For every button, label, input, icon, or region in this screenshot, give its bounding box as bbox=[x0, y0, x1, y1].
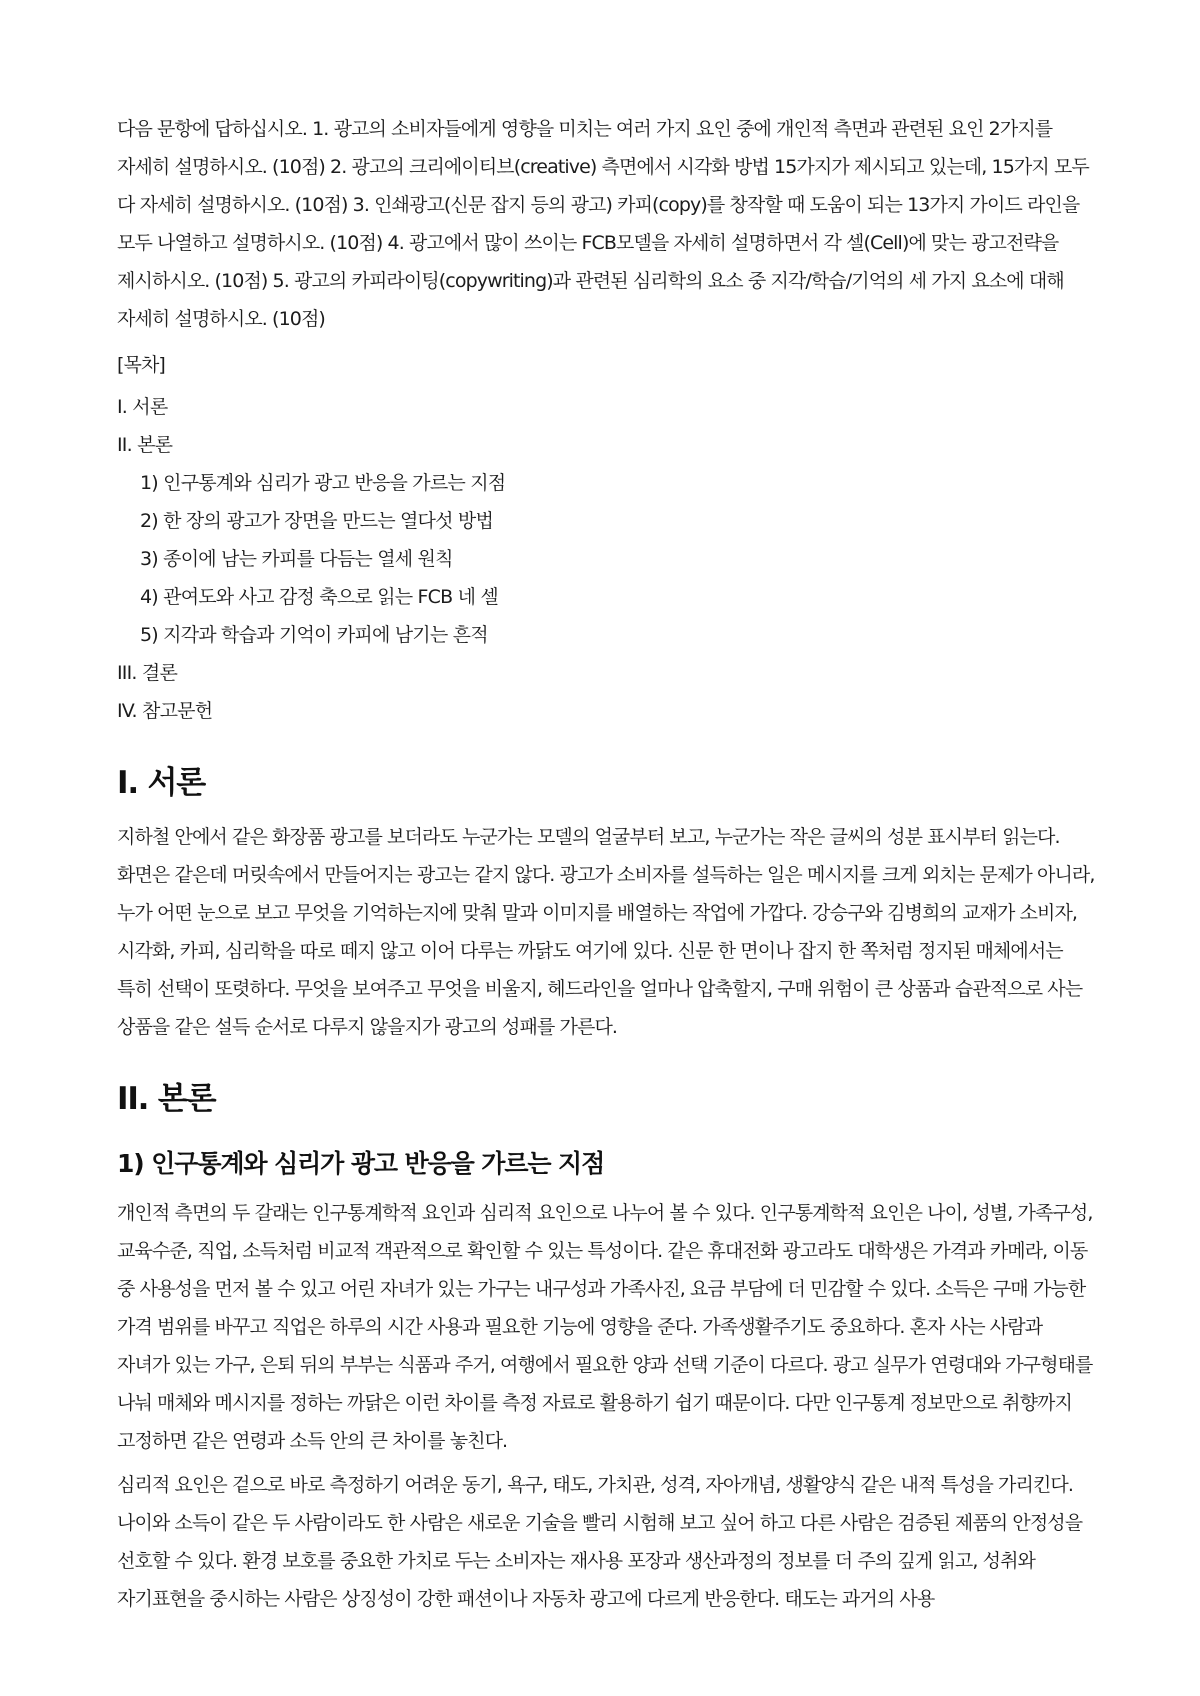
table-of-contents bbox=[117, 388, 1097, 730]
toc-item-references: IV. 참고문헌 bbox=[117, 700, 213, 722]
toc-item-section-4: 4) 관여도와 사고 감정 축으로 읽는 FCB 네 셀 bbox=[140, 586, 498, 608]
section-1-paragraph: 개인적 측면의 두 갈래는 인구통계학적 요인과 심리적 요인으로 나누어 볼 수 있다. 인구통계학적 요인은 나이, 성별, 가족구성, 교육수준, 직업, 소득처럼 비교적 객관적으로 확인할 수 있는 특성이다. 같은 휴대전화 광고라도 대학생은 가격과 카메라, 이동 중 사용성을 먼저 볼 수 있고 어린 자녀가 있는 가구는 내구성과 가족사진, 요금 부담에 더 민감할 수 있다. 소득은 구매 가능한 가격 범위를 바꾸고 직업은 하루의 시간 사용과 필요한 기능에 영향을 준다. 가족생활주기도 중요하다. 혼자 사는 사람과 자녀가 있는 가구, 은퇴 뒤의 부부는 식품과 주거, 여행에서 필요한 양과 선택 기준이 다르다. 광고 실무가 연령대와 가구형태를 나눠 매체와 메시지를 정하는 까닭은 이런 차이를 측정 자료로 활용하기 쉽기 때문이다. 다만 인구통계 정보만으로 취향까지 고정하면 같은 연령과 소득 안의 큰 차이를 놓친다. bbox=[117, 1202, 1093, 1452]
toc-item-body: II. 본론 bbox=[117, 434, 173, 456]
toc-item-intro: I. 서론 bbox=[117, 396, 168, 418]
toc-title: [목차] bbox=[117, 354, 165, 376]
document-page bbox=[117, 110, 1097, 1618]
toc-item-section-2: 2) 한 장의 광고가 장면을 만드는 열다섯 방법 bbox=[140, 510, 493, 532]
toc-item-section-3: 3) 종이에 남는 카피를 다듬는 열세 원칙 bbox=[140, 548, 453, 570]
intro-heading: I. 서론 bbox=[117, 765, 205, 801]
toc-item-section-5: 5) 지각과 학습과 기억이 카피에 남기는 흔적 bbox=[140, 624, 488, 646]
section-1-heading: 1) 인구통계와 심리가 광고 반응을 가르는 지점 bbox=[117, 1149, 605, 1178]
intro-paragraph: 지하철 안에서 같은 화장품 광고를 보더라도 누군가는 모델의 얼굴부터 보고, 누군가는 작은 글씨의 성분 표시부터 읽는다. 화면은 같은데 머릿속에서 만들어지는 광고는 같지 않다. 광고가 소비자를 설득하는 일은 메시지를 크게 외치는 문제가 아니라, 누가 어떤 눈으로 보고 무엇을 기억하는지에 맞춰 말과 이미지를 배열하는 작업에 가깝다. 강승구와 김병희의 교재가 소비자, 시각화, 카피, 심리학을 따로 떼지 않고 이어 다루는 까닭도 여기에 있다. 신문 한 면이나 잡지 한 쪽처럼 정지된 매체에서는 특히 선택이 또렷하다. 무엇을 보여주고 무엇을 비울지, 헤드라인을 얼마나 압축할지, 구매 위험이 큰 상품과 습관적으로 사는 상품을 같은 설득 순서로 다루지 않을지가 광고의 성패를 가른다. bbox=[117, 826, 1095, 1038]
section-1-paragraph: 심리적 요인은 겉으로 바로 측정하기 어려운 동기, 욕구, 태도, 가치관, 성격, 자아개념, 생활양식 같은 내적 특성을 가리킨다. 나이와 소득이 같은 두 사람이라도 한 사람은 새로운 기술을 빨리 시험해 보고 싶어 하고 다른 사람은 검증된 제품의 안정성을 선호할 수 있다. 환경 보호를 중요한 가치로 두는 소비자는 재사용 포장과 생산과정의 정보를 더 주의 깊게 읽고, 성취와 자기표현을 중시하는 사람은 상징성이 강한 패션이나 자동차 광고에 다르게 반응한다. 태도는 과거의 사용 bbox=[117, 1474, 1083, 1610]
assignment-prompt: 다음 문항에 답하십시오. 1. 광고의 소비자들에게 영향을 미치는 여러 가지 요인 중에 개인적 측면과 관련된 요인 2가지를 자세히 설명하시오. (10점) 2. 광고의 크리에이티브(creative) 측면에서 시각화 방법 15가지가 제시되고 있는데, 15가지 모두 다 자세히 설명하시오. (10점) 3. 인쇄광고(신문 잡지 등의 광고) 카피(copy)를 창작할 때 도움이 되는 13가지 가이드 라인을 모두 나열하고 설명하시오. (10점) 4. 광고에서 많이 쓰이는 FCB모델을 자세히 설명하면서 각 셀(Cell)에 맞는 광고전략을 제시하시오. (10점) 5. 광고의 카피라이팅(copywriting)과 관련된 심리학의 요소 중 지각/학습/기억의 세 가지 요소에 대해 자세히 설명하시오. (10점) bbox=[117, 118, 1089, 330]
toc-item-section-1: 1) 인구통계와 심리가 광고 반응을 가르는 지점 bbox=[140, 472, 506, 494]
body-heading: II. 본론 bbox=[117, 1081, 216, 1117]
toc-item-conclusion: III. 결론 bbox=[117, 662, 177, 684]
